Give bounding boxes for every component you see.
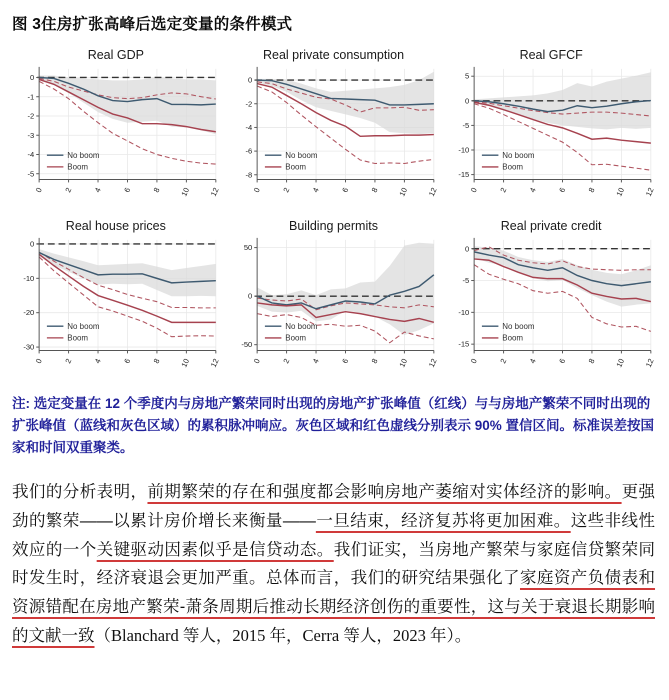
y-tick-label: -4 xyxy=(245,122,252,132)
x-tick-label: 6 xyxy=(557,186,568,194)
y-tick-label: -5 xyxy=(462,275,470,285)
x-tick-label: 2 xyxy=(498,186,509,194)
text-run: （Blanchard 等人，2015 年，Cerra 等人，2023 年）。 xyxy=(94,625,472,645)
x-tick-label: 0 xyxy=(33,356,44,365)
x-tick-label: 0 xyxy=(251,356,262,365)
chart-panel-building-permits xyxy=(228,219,440,378)
x-tick-label: 6 xyxy=(339,186,350,194)
y-tick-label: 50 xyxy=(243,242,252,252)
y-tick-label: -3 xyxy=(27,130,35,140)
x-tick-label: 12 xyxy=(426,356,439,369)
y-tick-label: -2 xyxy=(27,111,35,121)
text-run: 我们的分析表明， xyxy=(12,483,148,502)
chart-plot-building-permits xyxy=(228,234,440,378)
legend-label: Boom xyxy=(284,162,306,172)
x-tick-label: 0 xyxy=(251,186,262,194)
x-tick-label: 2 xyxy=(281,356,291,365)
figure-title: 图 3住房扩张高峰后选定变量的条件模式 xyxy=(12,16,293,33)
y-tick-label: -30 xyxy=(23,342,35,352)
x-tick-label: 12 xyxy=(208,186,221,198)
text-run: 我们证实，当房地产繁荣与家庭信贷繁荣同时发生时，经济衰退会更加严重。总体而言，我们的研究结果强化了 xyxy=(12,540,656,588)
chart-title: Real private credit xyxy=(500,218,602,233)
figure-panel-grid xyxy=(10,48,657,377)
y-tick-label: -2 xyxy=(245,99,252,109)
chart-panel-real-private-consumption xyxy=(228,48,440,207)
y-tick-label: -8 xyxy=(245,170,252,180)
chart-panel-real-house-prices xyxy=(10,219,222,378)
x-tick-label: 12 xyxy=(208,356,221,369)
y-tick-label: 0 xyxy=(247,291,252,301)
underlined-phrase: 家庭资产负债表和资源错配在房地产繁荣-萧条周期后推动长期经济创伤的重要性，这与关于衰退长期影响的文献一致 xyxy=(12,569,656,645)
x-tick-label: 6 xyxy=(557,356,568,365)
x-tick-label: 10 xyxy=(614,356,627,369)
x-tick-label: 10 xyxy=(397,186,409,198)
x-tick-label: 6 xyxy=(339,356,350,365)
underlined-phrase: 一旦结束，经济复苏将更加困难。 xyxy=(315,511,571,530)
text-run: 更强劲的繁荣——以累计房价增长来衡量—— xyxy=(12,483,656,530)
chart-plot-real-gdp xyxy=(10,63,222,207)
x-tick-label: 8 xyxy=(369,186,380,194)
chart-title: Building permits xyxy=(289,218,378,233)
y-tick-label: 0 xyxy=(465,243,470,253)
x-tick-label: 10 xyxy=(614,186,627,198)
y-tick-label: -4 xyxy=(27,150,35,160)
y-tick-label: -5 xyxy=(462,120,470,130)
x-tick-label: 4 xyxy=(310,186,321,194)
legend-label: Boom xyxy=(502,333,524,343)
chart-title: Real private consumption xyxy=(262,48,405,62)
y-tick-label: 5 xyxy=(465,71,470,81)
chart-plot-real-house-prices xyxy=(10,234,222,378)
x-tick-label: 2 xyxy=(63,356,74,365)
y-tick-label: -1 xyxy=(27,92,35,102)
x-tick-label: 10 xyxy=(397,356,409,369)
chart-panel-real-gfcf xyxy=(445,48,657,207)
x-tick-label: 0 xyxy=(469,186,480,194)
x-tick-label: 6 xyxy=(122,356,133,365)
x-tick-label: 0 xyxy=(469,356,480,365)
y-tick-label: -10 xyxy=(458,307,470,317)
y-tick-label: -10 xyxy=(458,145,470,155)
y-tick-label: -6 xyxy=(245,146,252,156)
chart-panel-real-private-credit xyxy=(445,219,657,378)
x-tick-label: 10 xyxy=(179,186,192,198)
x-tick-label: 2 xyxy=(498,356,509,365)
x-tick-label: 8 xyxy=(587,186,597,194)
x-tick-label: 4 xyxy=(92,186,103,194)
x-tick-label: 12 xyxy=(644,186,656,198)
legend-label: No boom xyxy=(284,150,318,160)
legend-label: Boom xyxy=(284,333,306,343)
legend-label: Boom xyxy=(67,333,89,343)
x-tick-label: 8 xyxy=(151,186,162,194)
y-tick-label: -15 xyxy=(458,170,470,180)
x-tick-label: 2 xyxy=(63,186,74,194)
x-tick-label: 12 xyxy=(644,356,656,369)
figure-note: 注: 选定变量在 12 个季度内与房地产繁荣同时出现的房地产扩张峰值（红线）与与房地产繁荣不同时出现的扩张峰值（蓝线和灰色区域）的累积脉冲响应。灰色区域和红色虚线分别表示 90% 置信区间。标准误差按国家和时间双重聚类。 xyxy=(12,396,655,455)
y-tick-label: -20 xyxy=(23,307,35,317)
x-tick-label: 4 xyxy=(528,186,539,194)
chart-title: Real house prices xyxy=(65,218,166,233)
chart-title: Real GDP xyxy=(87,48,144,62)
y-tick-label: -50 xyxy=(240,339,252,349)
x-tick-label: 4 xyxy=(528,356,539,365)
chart-title: Real GFCF xyxy=(519,48,583,62)
underlined-phrase: 关键驱动因素似乎是信贷动态。 xyxy=(96,540,334,559)
x-tick-label: 8 xyxy=(151,356,162,365)
y-tick-label: 0 xyxy=(465,96,470,106)
analysis-paragraph xyxy=(12,478,655,650)
y-tick-label: -10 xyxy=(23,273,35,283)
legend-label: Boom xyxy=(67,162,89,172)
x-tick-label: 8 xyxy=(369,356,380,365)
legend-label: No boom xyxy=(284,321,318,331)
chart-panel-real-gdp xyxy=(10,48,222,207)
text-run: 这些非线性效应的一个 xyxy=(12,511,656,559)
chart-plot-real-private-credit xyxy=(445,234,657,378)
legend-label: No boom xyxy=(67,150,100,160)
y-tick-label: -5 xyxy=(27,169,35,179)
x-tick-label: 12 xyxy=(426,186,439,198)
y-tick-label: 0 xyxy=(30,73,35,83)
y-tick-label: 0 xyxy=(30,239,35,249)
underlined-phrase: 前期繁荣的存在和强度都会影响房地产萎缩对实体经济的影响。 xyxy=(147,483,622,502)
chart-plot-real-private-consumption xyxy=(228,63,440,207)
legend-label: No boom xyxy=(502,321,535,331)
legend-label: Boom xyxy=(502,162,524,172)
x-tick-label: 4 xyxy=(310,356,321,365)
chart-plot-real-gfcf xyxy=(445,63,657,207)
x-tick-label: 6 xyxy=(122,186,133,194)
x-tick-label: 4 xyxy=(92,356,103,365)
y-tick-label: 0 xyxy=(247,75,252,85)
x-tick-label: 2 xyxy=(281,186,291,194)
x-tick-label: 0 xyxy=(33,186,44,194)
legend-label: No boom xyxy=(502,150,535,160)
legend-label: No boom xyxy=(67,321,100,331)
y-tick-label: -15 xyxy=(458,339,470,349)
x-tick-label: 10 xyxy=(179,356,192,369)
x-tick-label: 8 xyxy=(587,356,597,365)
